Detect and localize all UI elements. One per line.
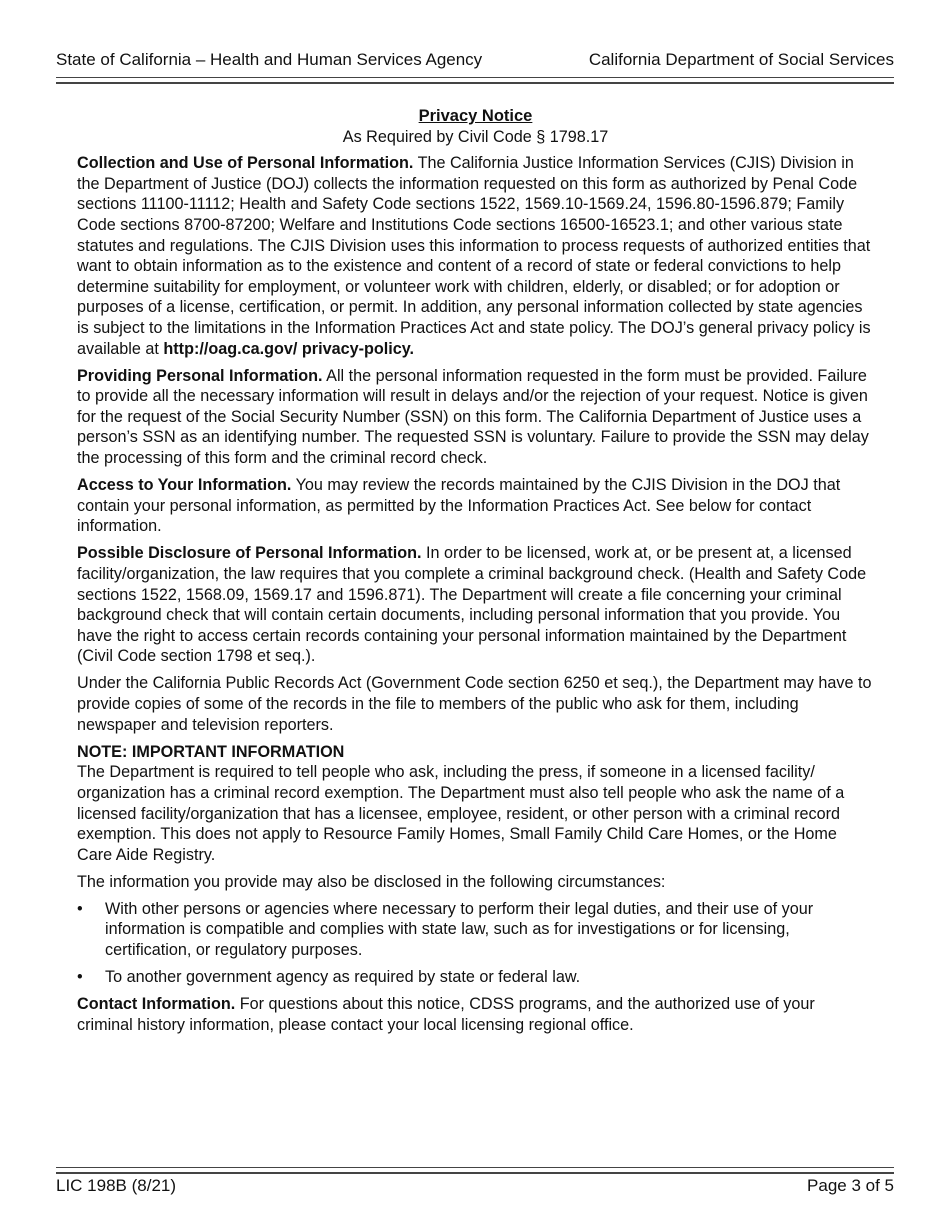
notice-subtitle: As Required by Civil Code § 1798.17 [342, 127, 609, 146]
document-body [77, 106, 874, 1042]
footer-rule [56, 1167, 894, 1174]
section-text: All the personal information requested in the form must be provided. Failure to provide all the necessary information will result in delays and/or the rejection of your request. Notice is given for the request of the Social Security Number (SSN) on this form. The California Department of Justice uses a person’s SSN as an identifying number. The requested SSN is voluntary. Failure to provide the SSN may delay the processing of this form and the criminal record check. [77, 366, 869, 467]
section-disclosure [77, 543, 874, 667]
circumstances-list [77, 899, 874, 988]
page-number: Page 3 of 5 [807, 1176, 894, 1195]
section-heading: Collection and Use of Personal Information. [77, 154, 414, 173]
list-item-text: With other persons or agencies where necessary to perform their legal duties, and their use of your information is compatible and complies with state law, such as for investigations or for licensing, certification, or regulatory purposes. [105, 899, 814, 960]
circumstances-intro: The information you provide may also be disclosed in the following circumstances: [77, 872, 666, 891]
bullet-icon: • [77, 968, 83, 987]
section-public-records: Under the California Public Records Act (Government Code section 6250 et seq.), the Department may have to provide copies of some of the records in the file to members of the public who ask for them, including newspaper and television reporters. [77, 674, 872, 734]
header-rule [56, 77, 894, 84]
section-text: In order to be licensed, work at, or be present at, a licensed facility/organization, the law requires that you complete a criminal background check. (Health and Safety Code sections 1522, 1568.09, 1569.17 and 1596.871). The Department will create a file concerning your criminal background check that will contain certain documents, including personal information that you provide. You have the right to access certain records containing your personal information maintained by the Department (Civil Code section 1798 et seq.). [77, 544, 867, 666]
header-department: California Department of Social Services [588, 50, 894, 69]
section-text: The California Justice Information Services (CJIS) Division in the Department of Justice (DOJ) collects the information requested on this form as authorized by Penal Code sections 11100-11112; Health and Safety Code sections 1522, 1569.10-1569.24, 1596.80-1596.879; Family Code sections 8700-87200; Welfare and Institutions Code sections 16500-16523.1; and other various state statutes and regulations. The CJIS Division uses this information to process requests of authorized entities that want to obtain information as to the existence and content of a record of state or federal convictions to help determine suitability for employment, or volunteer work with children, elderly, or disabled; or for adoption or purposes of a license, certification, or permit. In addition, any personal information collected by state agencies is subject to the limitations in the Information Practices Act and state policy. The DOJ’s general privacy policy is available at [77, 154, 871, 358]
section-heading: Providing Personal Information. [77, 366, 323, 385]
page-footer [56, 1176, 894, 1196]
form-id: LIC 198B (8/21) [56, 1176, 177, 1195]
notice-title: Privacy Notice [418, 107, 533, 125]
section-providing [77, 366, 874, 469]
list-item-text: To another government agency as required by state or federal law. [105, 968, 581, 987]
header-agency: State of California – Health and Human Services Agency [56, 50, 483, 69]
section-collection [77, 153, 874, 359]
bullet-icon: • [77, 899, 83, 918]
section-text: For questions about this notice, CDSS programs, and the authorized use of your criminal history information, please contact your local licensing regional office. [77, 995, 815, 1034]
list-item [77, 967, 874, 988]
note-text: The Department is required to tell people who ask, including the press, if someone in a licensed facility/ organization has a criminal record exemption. The Department must also tell people who ask the name of a licensed facility/organization that has a licensee, employee, resident, or other person with a criminal record exemption. This does not apply to Resource Family Homes, Small Family Child Care Homes, or the Home Care Aide Registry. [77, 763, 845, 864]
list-item [77, 899, 874, 961]
section-heading: Access to Your Information. [77, 476, 292, 495]
note-heading: NOTE: IMPORTANT INFORMATION [77, 742, 345, 761]
section-heading: Contact Information. [77, 995, 236, 1014]
privacy-policy-link[interactable]: http://oag.ca.gov/ privacy-policy. [163, 339, 415, 358]
section-heading: Possible Disclosure of Personal Information. [77, 544, 422, 563]
section-access [77, 475, 874, 537]
section-contact [77, 994, 874, 1035]
page-header [56, 50, 894, 70]
section-text: You may review the records maintained by the CJIS Division in the DOJ that contain your personal information, as permitted by the Information Practices Act. See below for contact information. [77, 476, 841, 536]
